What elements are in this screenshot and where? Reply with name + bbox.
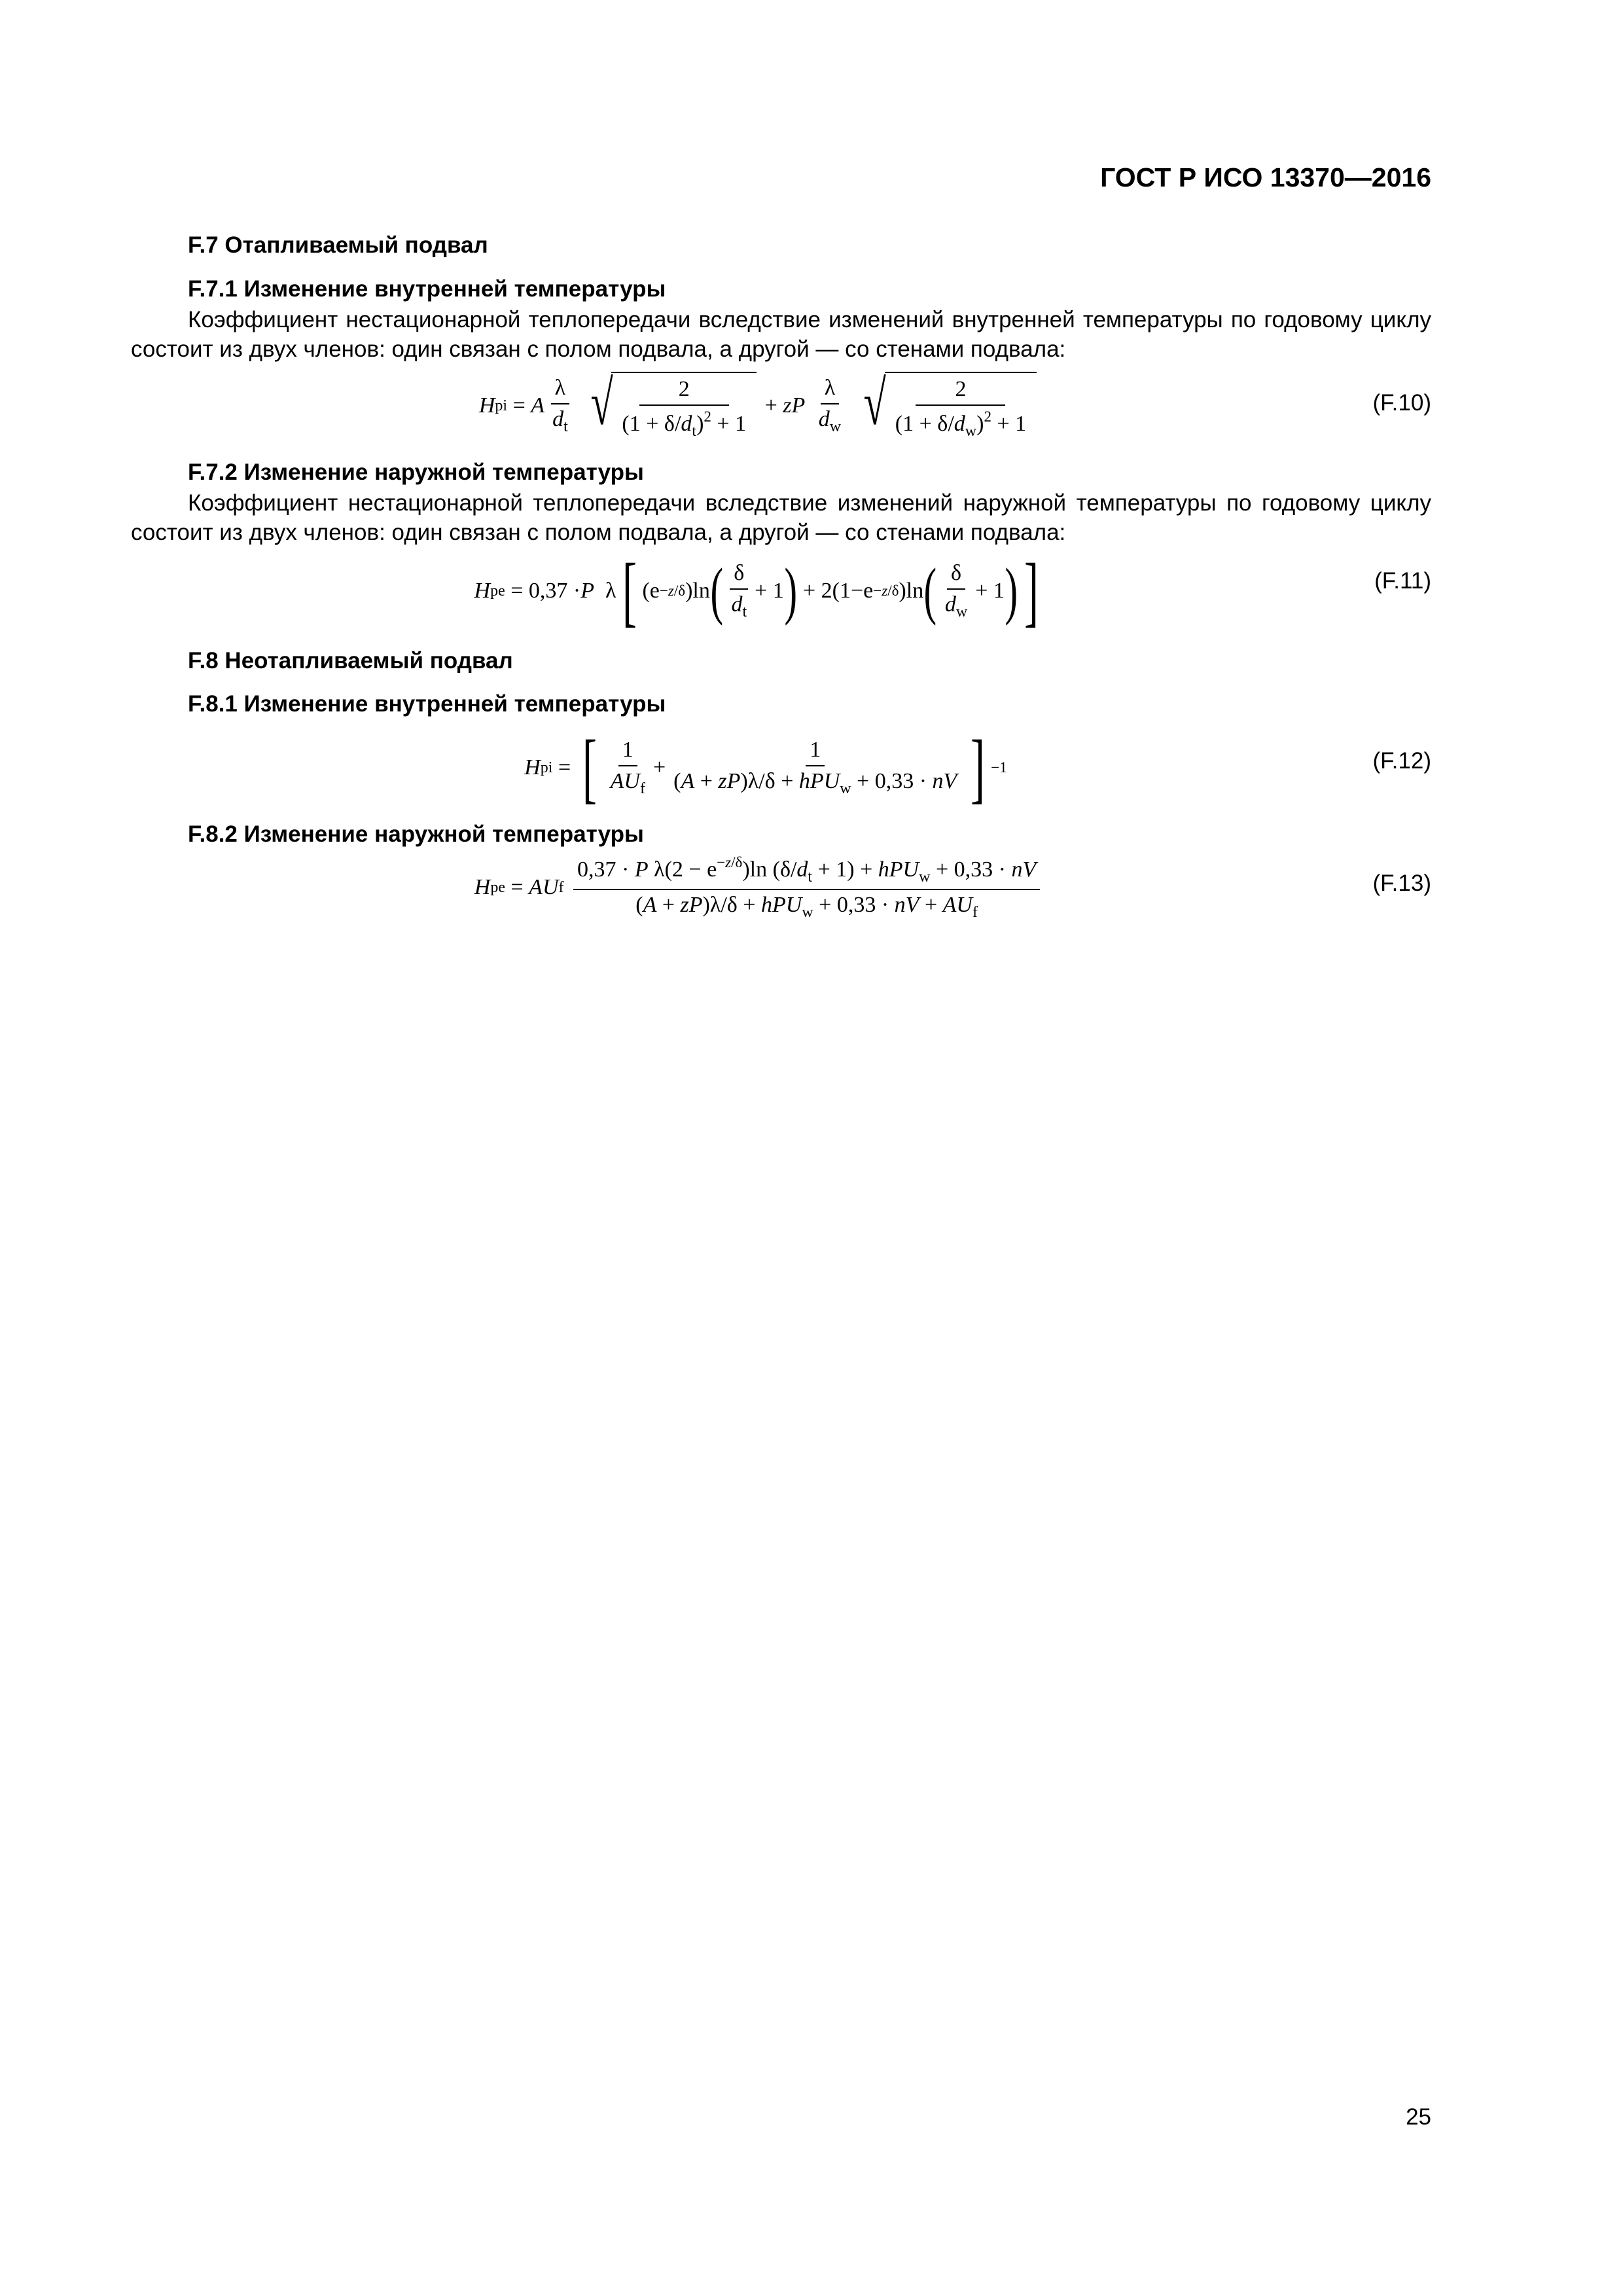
page-number: 25 [1406, 2104, 1431, 2130]
section-heading-f71: F.7.1 Изменение внутренней температуры [188, 276, 666, 302]
equation-number-f11: (F.11) [1374, 568, 1431, 594]
equation-f12: H pi = [ $\frac{1}{AU_f}$ + $\frac{1}{(A + zP)\lambda/\delta + hPU_w + 0,33 \cdot nV}$ ] −1 [524, 724, 1007, 811]
equation-f13: H pe = AU f $\frac{0,37 \cdot P \lambda(2 - e^{-z/\delta})\ln (\delta/d_t + 1) + hPU_w + 0,33 \cdot nV}{(A + zP)\lambda/\delta + hPU_w + 0,33 \cdot nV + AU_f}$ [0, 848, 1623, 927]
paragraph-f71 [131, 305, 1431, 364]
section-heading-f7: F.7 Отапливаемый подвал [188, 232, 488, 258]
equation-number-f13: (F.13) [1372, 870, 1431, 896]
section-heading-f82: F.8.2 Изменение наружной температуры [188, 821, 644, 847]
section-heading-f72: F.7.2 Изменение наружной температуры [188, 459, 644, 485]
section-heading-f81: F.8.1 Изменение внутренней температуры [188, 691, 666, 717]
paragraph-f72-text: Коэффициент нестационарной теплопередачи вследствие изменений наружной температуры по годовому циклу состоит из двух членов: один связан с полом подвала, а другой — со стенами подвала: [131, 490, 1431, 545]
document-code: ГОСТ Р ИСО 13370—2016 [1100, 162, 1431, 192]
equation-number-f12: (F.12) [1372, 748, 1431, 774]
paragraph-f71-text: Коэффициент нестационарной теплопередачи вследствие изменений внутренней температуры по годовому циклу состоит из двух членов: один связан с полом подвала, а другой — со стенами подвала: [131, 307, 1431, 362]
equation-f10: H pi = A $\frac{\lambda}{d_t}$ √ $\frac{2}{(1 + \delta/d_t)^2 + 1}$ + zP $\frac{\lambda}{d_w}$ √ $\frac{2}{(1 + \delta/d_w)^2 + 1}$ [0, 367, 1623, 445]
paragraph-f72 [131, 488, 1431, 547]
equation-f11: H pe = 0,37 · P λ [ (e −z/δ )ln ( $\frac{\delta}{d_t}$ + 1 ) + 2(1−e −z/δ )ln ( $\frac{\delta}{d_w}$ + 1 ) ] [474, 547, 1039, 634]
section-heading-f8: F.8 Неотапливаемый подвал [188, 648, 513, 673]
equation-number-f10: (F.10) [1372, 390, 1431, 416]
